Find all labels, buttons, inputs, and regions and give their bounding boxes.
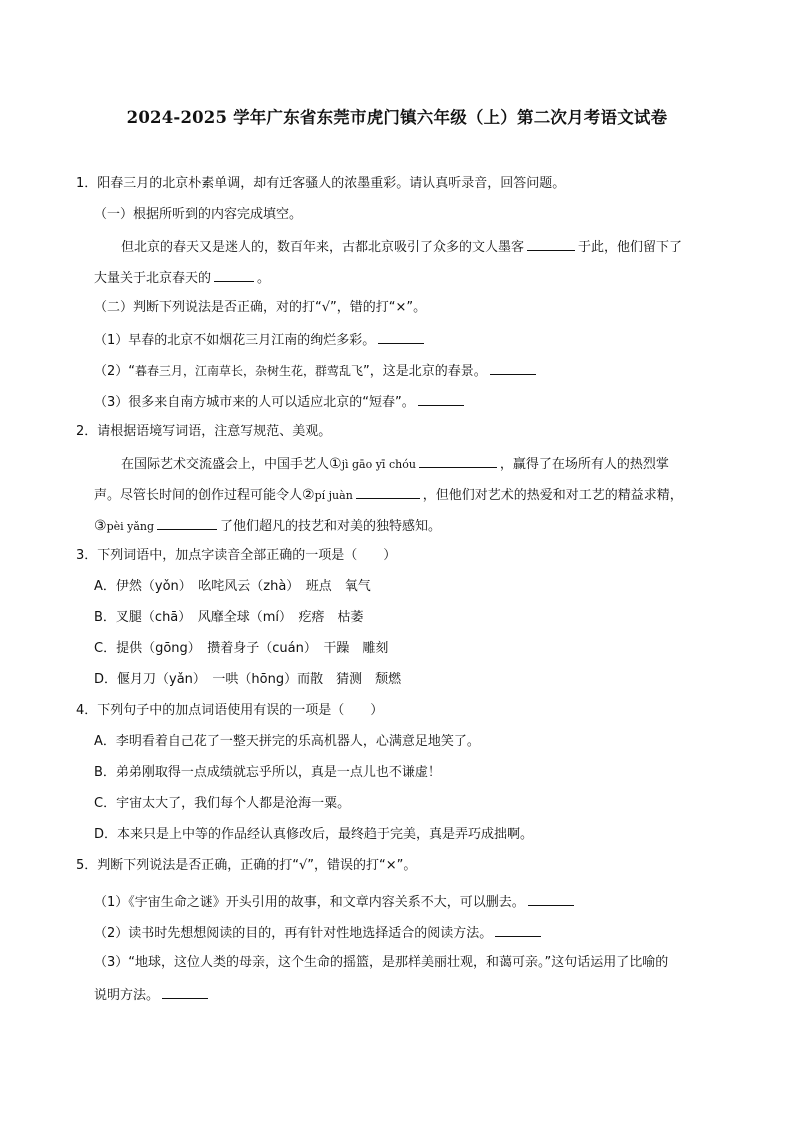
q5-judge-3-cont-text: 说明方法。 [94, 988, 160, 1003]
q2-line3 [94, 515, 441, 535]
q2-marker-2: ② [302, 487, 315, 503]
answer-blank[interactable] [528, 891, 574, 906]
answer-blank[interactable] [527, 236, 575, 251]
q5-judge-3: （3）“地球，这位人类的母亲，这个生命的摇篮，是那样美丽壮观，和蔼可亲。”这句话运用了比喻的 [94, 955, 669, 970]
q1-passage-text-b: 于此，他们留下了 [578, 240, 683, 255]
q4-option-a[interactable]: A．李明看着自己花了一整天拼完的乐高机器人，心满意足地笑了。 [94, 734, 480, 749]
q4-option-d[interactable]: D．本来只是上中等的作品经认真修改后，最终趋于完美，真是弄巧成拙啊。 [94, 827, 534, 842]
q2-stem: 2．请根据语境写词语，注意写规范、美观。 [76, 424, 332, 439]
q1-passage-line2 [94, 267, 270, 287]
q1-judge-2-pre: （2）“ [94, 364, 136, 379]
page-title: 2024-2025 学年广东省东莞市虎门镇六年级（上）第二次月考语文试卷 [126, 108, 668, 127]
q2-text-d: ，但他们对艺术的热爱和对工艺的精益求精， [422, 488, 683, 503]
q2-text-a: 在国际艺术交流盛会上，中国手艺人 [121, 457, 330, 472]
q2-pinyin-3: pèi yǎng [106, 520, 155, 533]
answer-blank[interactable] [490, 360, 536, 375]
answer-blank[interactable] [214, 267, 254, 282]
q1-part2-heading: （二）判断下列说法是否正确，对的打“√”，错的打“×”。 [94, 300, 427, 315]
answer-blank[interactable] [419, 453, 497, 468]
q5-judge-2 [94, 922, 544, 942]
q1-passage-text-c: 大量关于北京春天的 [94, 271, 212, 286]
q1-judge-2-quote: 暮春三月，江南草长，杂树生花，群莺乱飞 [135, 364, 364, 378]
answer-blank[interactable] [378, 329, 424, 344]
q2-marker-3: ③ [94, 518, 107, 534]
q3-stem: 3．下列词语中，加点字读音全部正确的一项是（ ） [76, 548, 397, 563]
q1-passage-text-a: 但北京的春天又是迷人的，数百年来，古都北京吸引了众多的文人墨客 [121, 240, 525, 255]
q2-text-e: 了他们超凡的技艺和对美的独特感知。 [220, 519, 442, 534]
q2-text-b: ，赢得了在场所有人的热烈掌 [499, 457, 669, 472]
q1-part1-heading: （一）根据所听到的内容完成填空。 [94, 207, 303, 222]
answer-blank[interactable] [356, 484, 420, 499]
q1-judge-2 [94, 360, 539, 380]
q4-stem: 4．下列句子中的加点词语使用有误的一项是（ ） [76, 703, 384, 718]
q1-passage-line1 [121, 236, 682, 256]
q5-judge-1 [94, 891, 577, 911]
q2-line2 [94, 484, 683, 504]
q4-option-c[interactable]: C．宇宙太大了，我们每个人都是沧海一粟。 [94, 796, 351, 811]
q2-text-c: 声。尽管长时间的创作过程可能令人 [94, 488, 303, 503]
answer-blank[interactable] [162, 984, 208, 999]
answer-blank[interactable] [418, 391, 464, 406]
q1-stem: 1．阳春三月的北京朴素单调，却有迁客骚人的浓墨重彩。请认真听录音，回答问题。 [76, 176, 566, 191]
q1-judge-3 [94, 391, 467, 411]
q3-option-a[interactable]: A．伊然（yǒn） 吆咤风云（zhà） 班点 氧气 [94, 579, 371, 594]
q1-judge-1 [94, 329, 427, 349]
q1-passage-text-d: 。 [257, 271, 271, 286]
answer-blank[interactable] [495, 922, 541, 937]
q5-judge-1-text: （1）《宇宙生命之谜》开头引用的故事，和文章内容关系不大，可以删去。 [94, 895, 525, 910]
q5-judge-2-text: （2）读书时先想想阅读的目的，再有针对性地选择适合的阅读方法。 [94, 926, 493, 941]
q1-judge-1-text: （1）早春的北京不如烟花三月江南的绚烂多彩。 [94, 333, 376, 348]
q2-line1 [121, 453, 669, 473]
q2-pinyin-1: jì gāo yī chóu [341, 458, 416, 471]
q5-judge-3-cont [94, 984, 211, 1004]
answer-blank[interactable] [157, 515, 217, 530]
q5-stem: 5．判断下列说法是否正确，正确的打“√”，错误的打“×”。 [76, 858, 417, 873]
q3-option-c[interactable]: C．提供（gōng） 攒着身子（cuán） 干躁 雕刻 [94, 641, 389, 656]
q3-option-b[interactable]: B．叉腿（chā） 风靡全球（mí） 疙瘩 枯萎 [94, 610, 364, 625]
q1-judge-3-text: （3）很多来自南方城市来的人可以适应北京的“短春”。 [94, 395, 415, 410]
q4-option-b[interactable]: B．弟弟刚取得一点成绩就忘乎所以，真是一点儿也不谦虚！ [94, 765, 441, 780]
q3-option-d[interactable]: D．偃月刀（yǎn） 一哄（hōng）而散 猜测 颓燃 [94, 672, 402, 687]
q2-marker-1: ① [329, 456, 342, 472]
q2-pinyin-2: pí juàn [314, 489, 353, 502]
q1-judge-2-post: ”，这是北京的春景。 [363, 364, 487, 379]
